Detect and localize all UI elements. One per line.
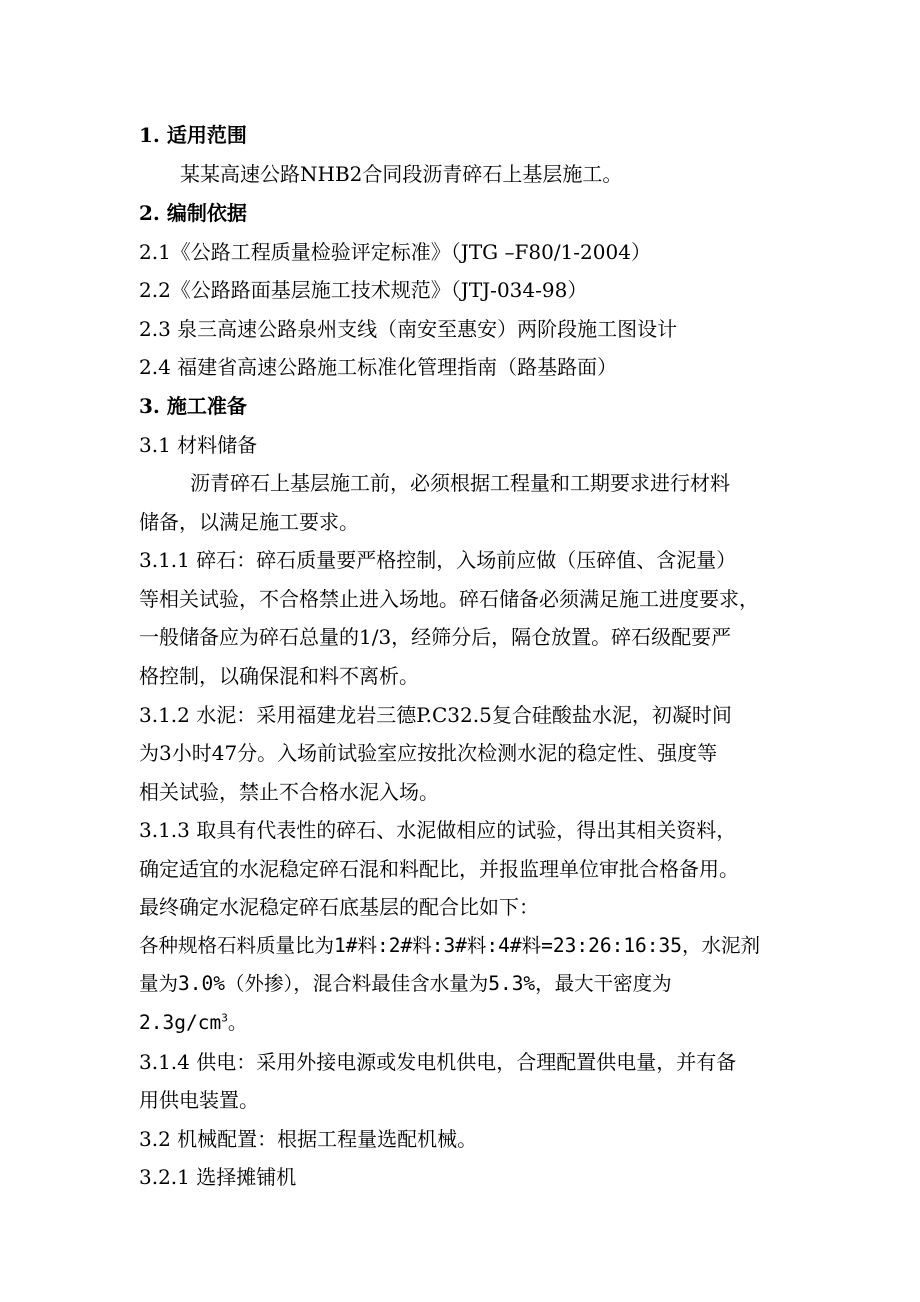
gravel-paragraph-line-3: 一般储备应为碎石总量的1/3，经筛分后，隔仓放置。碎石级配要严 (139, 625, 732, 649)
mix-ratio-line-1: 各种规格石料质量比为1#料:2#料:3#料:4#料=23:26:16:35，水泥剂 (139, 934, 761, 957)
power-paragraph-line-2: 用供电装置。 (139, 1088, 259, 1112)
reference-2-4: 2.4 福建省高速公路施工标准化管理指南（路基路面） (139, 355, 618, 379)
power-paragraph-line-1: 3.1.4 供电：采用外接电源或发电机供电，合理配置供电量，并有备 (139, 1050, 737, 1074)
reference-2-3: 2.3 泉三高速公路泉州支线（南安至惠安）两阶段施工图设计 (139, 317, 678, 341)
cement-paragraph-line-1: 3.1.2 水泥：采用福建龙岩三德P.C32.5复合硅酸盐水泥，初凝时间 (139, 703, 732, 727)
heading-scope: 1. 适用范围 (139, 123, 247, 147)
cement-paragraph-line-3: 相关试验，禁止不合格水泥入场。 (139, 780, 439, 804)
cement-paragraph-line-2: 为3小时47分。入场前试验室应按批次检测水泥的稳定性、强度等 (139, 741, 718, 765)
reference-2-2: 2.2《公路路面基层施工技术规范》（JTJ-034-98） (139, 278, 588, 302)
scope-text: 某某高速公路NHB2合同段沥青碎石上基层施工。 (180, 162, 623, 186)
gravel-paragraph-line-1: 3.1.1 碎石：碎石质量要严格控制，入场前应做（压碎值、含泥量） (139, 548, 737, 572)
mix-ratio-line-2: 量为3.0%（外掺），混合料最佳含水量为5.3%，最大干密度为 (139, 972, 672, 995)
materials-paragraph-line-1: 沥青碎石上基层施工前，必须根据工程量和工期要求进行材料 (190, 471, 730, 495)
mix-design-paragraph-line-3: 最终确定水泥稳定碎石底基层的配合比如下： (139, 895, 539, 919)
mix-design-paragraph-line-1: 3.1.3 取具有代表性的碎石、水泥做相应的试验，得出其相关资料， (139, 818, 737, 842)
section-3-2-1-title: 3.2.1 选择摊铺机 (139, 1165, 297, 1189)
mix-design-paragraph-line-2: 确定适宜的水泥稳定碎石混和料配比，并报监理单位审批合格备用。 (139, 857, 739, 881)
mix-ratio-line-3 (139, 1009, 247, 1037)
heading-preparation: 3. 施工准备 (139, 394, 247, 418)
density-end-mark: 。 (227, 1011, 248, 1034)
gravel-paragraph-line-2: 等相关试验，不合格禁止进入场地。碎石储备必须满足施工进度要求， (139, 587, 759, 611)
section-3-2-title: 3.2 机械配置：根据工程量选配机械。 (139, 1127, 478, 1151)
gravel-paragraph-line-4: 格控制，以确保混和料不离析。 (139, 664, 419, 688)
section-3-1-title: 3.1 材料储备 (139, 433, 258, 457)
density-exponent: 3 (221, 1011, 228, 1025)
reference-2-1: 2.1《公路工程质量检验评定标准》（JTG –F80/1-2004） (139, 240, 651, 264)
materials-paragraph-line-2: 储备，以满足施工要求。 (139, 510, 359, 534)
density-value: 2.3g/cm (139, 1011, 222, 1034)
heading-basis: 2. 编制依据 (139, 201, 247, 225)
